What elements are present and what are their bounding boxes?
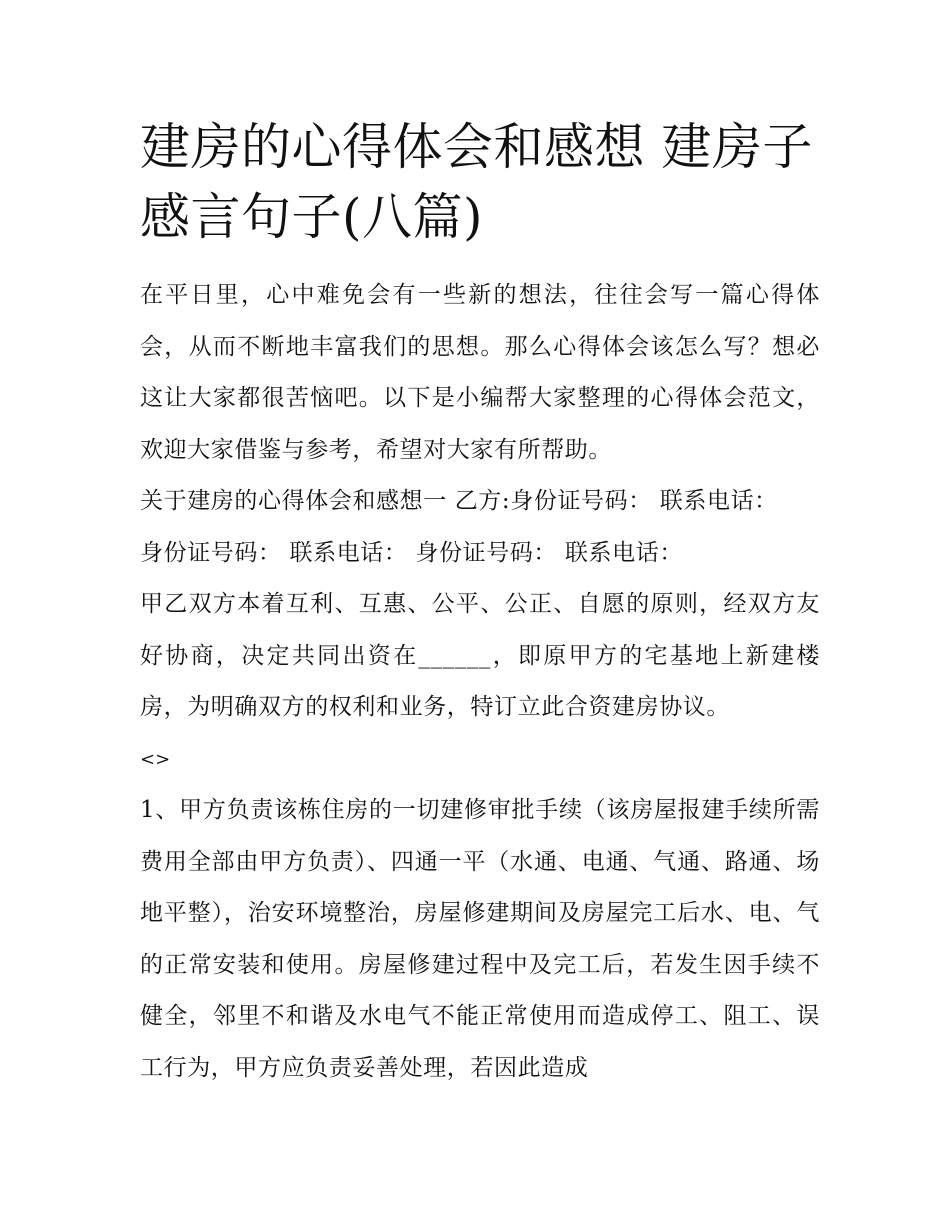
paragraph-id-phone: 身份证号码： 联系电话： 身份证号码： 联系电话： xyxy=(140,539,683,566)
document-page xyxy=(140,112,820,1094)
paragraph-agreement: 甲乙双方本着互利、互惠、公平、公正、自愿的原则，经双方友好协商，决定共同出资在______，即原甲方的宅基地上新建楼房，为明确双方的权利和业务，特订立此合资建房协议。 xyxy=(140,591,820,720)
paragraph-party-b: 关于建房的心得体会和感想一 乙方:身份证号码： 联系电话： xyxy=(140,488,778,514)
paragraph-intro: 在平日里，心中难免会有一些新的想法，往往会写一篇心得体会，从而不断地丰富我们的思想。那么心得体会该怎么写？想必这让大家都很苦恼吧。以下是小编帮大家整理的心得体会范文，欢迎大家借鉴与参考，希望对大家有所帮助。 xyxy=(140,282,820,463)
paragraph-clause-1: 1、甲方负责该栋住房的一切建修审批手续（该房屋报建手续所需费用全部由甲方负责）、四通一平（水通、电通、气通、路通、场地平整），治安环境整治，房屋修建期间及房屋完工后水、电、气的正常安装和使用。房屋修建过程中及完工后，若发生因手续不健全，邻里不和谐及水电气不能正常使用而造成停工、阻工、误工行为，甲方应负责妥善处理，若因此造成 xyxy=(140,797,820,1081)
document-title: 建房的心得体会和感想 建房子感言句子(八篇) xyxy=(140,118,813,246)
paragraph-bracket: <> xyxy=(140,748,171,770)
